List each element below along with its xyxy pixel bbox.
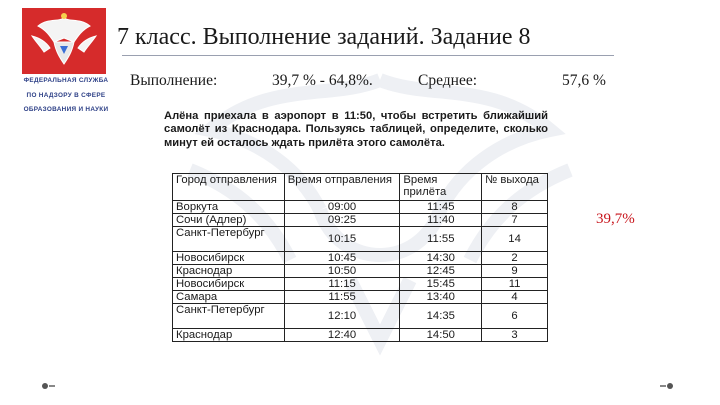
header-departure: Время отправления [284, 174, 400, 201]
cell-departure: 09:25 [284, 214, 400, 227]
table-row [173, 214, 548, 227]
average-label: Среднее: [418, 72, 478, 89]
cell-arrival: 14:50 [400, 329, 482, 342]
cell-gate: 8 [482, 201, 548, 214]
corner-dash-left-icon [49, 385, 55, 387]
cell-gate: 11 [482, 278, 548, 291]
cell-gate: 7 [482, 214, 548, 227]
cell-gate: 2 [482, 252, 548, 265]
logo [22, 8, 106, 74]
cell-gate: 4 [482, 291, 548, 304]
title-divider [122, 55, 614, 56]
table-header-row [173, 174, 548, 201]
cell-gate: 9 [482, 265, 548, 278]
cell-city: Сочи (Адлер) [173, 214, 285, 227]
corner-dot-left-icon [42, 383, 48, 389]
cell-city: Новосибирск [173, 252, 285, 265]
cell-departure: 10:45 [284, 252, 400, 265]
cell-arrival: 11:45 [400, 201, 482, 214]
flights-table [172, 173, 548, 342]
cell-city: Санкт-Петербург [173, 227, 285, 252]
table-row [173, 278, 548, 291]
org-name-line-3: ОБРАЗОВАНИЯ И НАУКИ [23, 106, 109, 113]
cell-city: Краснодар [173, 265, 285, 278]
table-row [173, 329, 548, 342]
table-row [173, 227, 548, 252]
cell-gate: 3 [482, 329, 548, 342]
cell-gate: 14 [482, 227, 548, 252]
completion-label: Выполнение: [130, 72, 218, 89]
cell-departure: 10:50 [284, 265, 400, 278]
table-row [173, 304, 548, 329]
cell-departure: 11:55 [284, 291, 400, 304]
cell-arrival: 15:45 [400, 278, 482, 291]
cell-city: Краснодар [173, 329, 285, 342]
eagle-emblem-icon [22, 8, 106, 74]
cell-arrival: 11:55 [400, 227, 482, 252]
cell-arrival: 14:35 [400, 304, 482, 329]
org-name-line-1: ФЕДЕРАЛЬНАЯ СЛУЖБА [23, 77, 109, 84]
cell-arrival: 14:30 [400, 252, 482, 265]
corner-dash-right-icon [660, 385, 666, 387]
cell-departure: 10:15 [284, 227, 400, 252]
table-row [173, 291, 548, 304]
org-name-line-2: ПО НАДЗОРУ В СФЕРЕ [26, 92, 106, 99]
header-arrival: Время прилёта [400, 174, 482, 201]
cell-departure: 11:15 [284, 278, 400, 291]
header-gate: № выхода [482, 174, 548, 201]
cell-gate: 6 [482, 304, 548, 329]
cell-city: Воркута [173, 201, 285, 214]
table-row [173, 252, 548, 265]
cell-city: Самара [173, 291, 285, 304]
header-city: Город отправления [173, 174, 285, 201]
completion-range: 39,7 % - 64,8%. [272, 72, 373, 89]
corner-dot-right-icon [667, 383, 673, 389]
cell-arrival: 11:40 [400, 214, 482, 227]
table-row [173, 201, 548, 214]
table-row [173, 265, 548, 278]
cell-city: Новосибирск [173, 278, 285, 291]
page-title: 7 класс. Выполнение заданий. Задание 8 [117, 24, 531, 50]
cell-departure: 12:40 [284, 329, 400, 342]
cell-departure: 09:00 [284, 201, 400, 214]
cell-departure: 12:10 [284, 304, 400, 329]
task-text: Алёна приехала в аэропорт в 11:50, чтобы встретить ближайший самолёт из Краснодара. Пользуясь таблицей, определите, сколько минут ей осталось ждать прилёта этого самолёта. [164, 110, 548, 149]
cell-arrival: 13:40 [400, 291, 482, 304]
answer-percentage: 39,7% [596, 211, 635, 227]
average-value: 57,6 % [562, 72, 606, 89]
cell-arrival: 12:45 [400, 265, 482, 278]
cell-city: Санкт-Петербург [173, 304, 285, 329]
